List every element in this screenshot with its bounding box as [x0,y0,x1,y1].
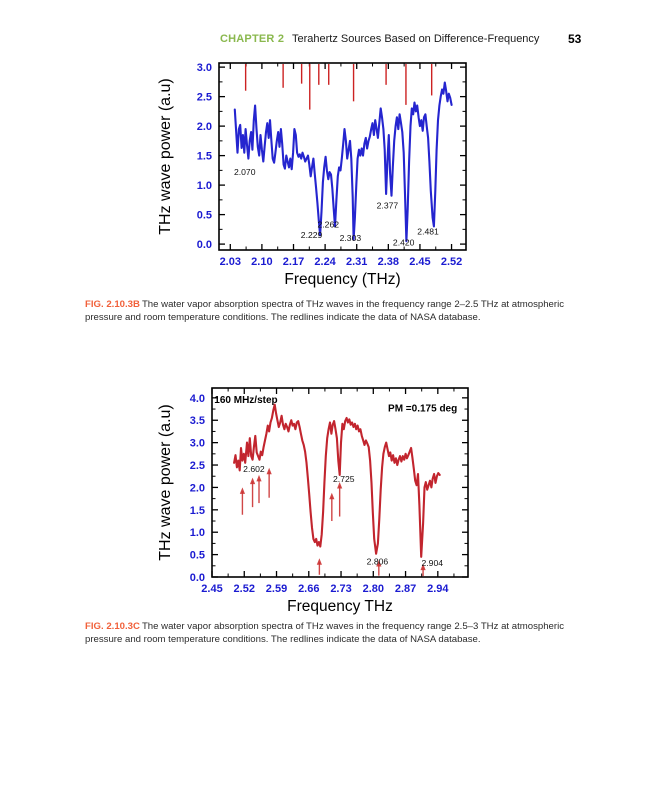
y-tick-label: 0.5 [196,209,212,222]
x-tick-label: 2.52 [233,583,255,595]
absorption-frequency-label: 2.420 [392,237,415,248]
y-tick-label: 1.0 [189,527,205,540]
y-tick-label: 2.0 [196,121,212,134]
x-tick-label: 2.17 [282,256,305,268]
y-tick-label: 3.0 [196,62,212,75]
figure-label: FIG. 2.10.3C [85,621,140,632]
chapter-title: Terahertz Sources Based on Difference-Frequency [292,33,540,45]
y-tick-label: 1.5 [196,150,212,163]
y-tick-label: 2.5 [189,460,205,473]
y-tick-label: 4.0 [189,392,205,405]
figure-caption-text: The water vapor absorption spectra of THz waves in the frequency range 2.5–3 THz at atmospheric pressure and room temperature conditions. The redlines indicate the data of NASA database. [85,621,564,645]
y-tick-label: 2.0 [189,482,205,495]
nasa-marker-arrowhead [317,558,322,565]
x-tick-label: 2.59 [265,583,288,595]
page-number: 53 [568,32,582,46]
y-tick-label: 2.5 [196,91,212,104]
x-axis-title: Frequency THz [287,598,393,615]
absorption-frequency-label: 2.229 [300,230,323,241]
x-tick-label: 2.24 [314,256,336,268]
nasa-marker-arrowhead [240,487,245,494]
figure-caption-text: The water vapor absorption spectra of THz waves in the frequency range 2–2.5 THz at atmospheric pressure and room temperature conditions. The redlines indicate the data of NASA database. [85,299,564,323]
y-axis-title: THz wave power (a.u) [157,78,174,235]
x-tick-label: 2.10 [251,256,273,268]
figure-2-10-3b-caption [85,299,564,324]
x-tick-label: 2.87 [394,583,417,595]
x-tick-label: 2.03 [219,256,241,268]
figure-2-10-3b-chart [130,50,490,300]
nasa-marker-arrowhead [256,475,261,482]
absorption-frequency-label: 2.262 [317,219,340,230]
y-axis-title: THz wave power (a.u) [157,404,174,561]
absorption-frequency-label: 2.725 [333,474,355,485]
absorption-frequency-label: 2.303 [339,233,362,244]
absorption-frequency-label: 2.377 [376,200,399,211]
page-header [0,33,648,49]
x-tick-label: 2.45 [409,256,431,268]
x-tick-label: 2.66 [298,583,320,595]
nasa-marker-arrowhead [267,468,272,475]
plot-annotation: 160 MHz/step [214,395,278,407]
y-tick-label: 0.0 [196,239,212,252]
y-tick-label: 1.0 [196,180,212,193]
y-tick-label: 3.0 [189,437,205,450]
absorption-frequency-label: 2.904 [421,557,444,568]
spectrum-curve [235,83,452,242]
figure-2-10-3c-caption [85,621,564,646]
absorption-frequency-label: 2.806 [366,556,389,567]
figure-2-10-3c-chart [130,378,490,620]
x-tick-label: 2.80 [362,583,385,595]
x-tick-label: 2.52 [440,256,463,268]
x-tick-label: 2.94 [427,583,449,595]
nasa-marker-arrowhead [250,478,255,485]
x-tick-label: 2.38 [377,256,400,268]
y-tick-label: 1.5 [189,504,205,517]
x-tick-label: 2.45 [201,583,223,595]
x-tick-label: 2.73 [330,583,352,595]
nasa-marker-arrowhead [329,493,334,500]
absorption-frequency-label: 2.481 [417,226,439,237]
x-tick-label: 2.31 [346,256,368,268]
y-tick-label: 3.5 [189,415,205,428]
x-axis-title: Frequency (THz) [284,271,401,288]
plot-annotation: PM =0.175 deg [388,403,458,415]
y-tick-label: 0.0 [189,572,205,584]
absorption-frequency-label: 2.602 [243,463,265,474]
chapter-label: CHAPTER 2 [220,33,285,45]
y-tick-label: 0.5 [189,549,205,562]
figure-label: FIG. 2.10.3B [85,299,140,310]
absorption-frequency-label: 2.070 [233,167,256,178]
